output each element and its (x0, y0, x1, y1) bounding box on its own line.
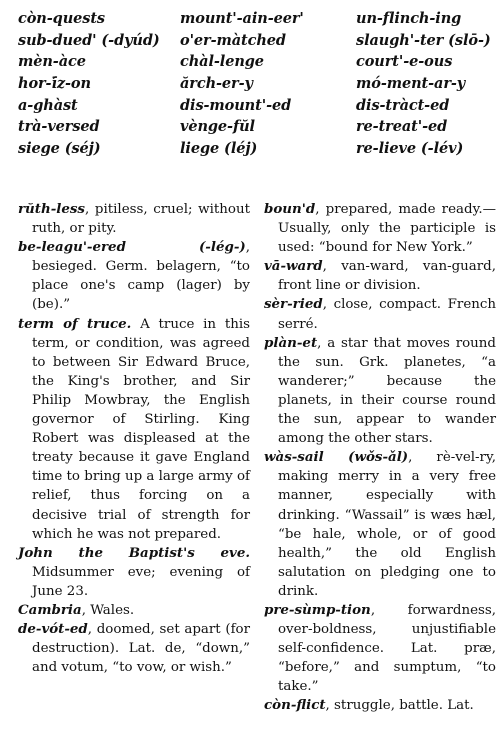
glossary-term: vā-ward (264, 258, 323, 275)
glossary-term: sèr-ried (264, 296, 323, 313)
glossary-term: wàs-sail (wǒs-ǎl) (264, 449, 409, 466)
word: re-treat'-ed (356, 118, 448, 136)
word-row (18, 138, 496, 160)
word: ărch-er-y (180, 75, 253, 93)
glossary-term: boun'd (264, 201, 316, 217)
glossary-left-column (18, 200, 250, 716)
glossary-term: Cambria (18, 601, 82, 618)
glossary-entry (18, 200, 250, 238)
glossary-definition: , doomed, set apart (for destruction). Lat. de, “down,” and votum, “to vow, or wish.” (32, 622, 250, 676)
word-row (18, 73, 496, 95)
glossary-definition: , pitiless, cruel; without ruth, or pity. (32, 202, 250, 237)
word-row (18, 51, 496, 73)
word: dis-mount'-ed (180, 96, 292, 114)
glossary-entry (264, 200, 496, 257)
word: sub-dued' (-dyúd) (18, 31, 160, 49)
word: slaugh'-ter (slō-) (356, 31, 491, 49)
glossary-term: term of truce. (18, 315, 132, 332)
glossary-term: de-vót-ed (18, 621, 88, 638)
glossary-definition: , besieged. Germ. belagern, “to place one's camp (lager) by (be).” (32, 240, 250, 313)
word: trà-versed (18, 118, 100, 136)
word-list (18, 8, 496, 159)
glossary-term: rŭth-less (18, 201, 85, 217)
word: mèn-àce (18, 53, 86, 71)
word: a-ghàst (18, 96, 78, 114)
word-row (18, 8, 496, 30)
glossary-term: John the Baptist's eve. (18, 544, 250, 561)
word: mó-ment-ar-y (356, 75, 466, 93)
word-row (18, 30, 496, 52)
word: hor-ī́z-on (18, 75, 91, 93)
glossary-entry (264, 601, 496, 696)
glossary-entry (18, 238, 250, 314)
glossary-entry (18, 544, 250, 601)
glossary-right-column (264, 200, 496, 716)
glossary-entry (264, 257, 496, 295)
glossary-entry (18, 620, 250, 677)
glossary-term: còn-flict (264, 697, 326, 714)
glossary-definition: , prepared, made ready.—Usually, only the participle is used: “bound for New York.” (278, 202, 496, 256)
word: vènge-fŭl (180, 118, 255, 136)
glossary-term: pre-sùmp-tion (264, 601, 371, 618)
word: re-lieve (-lév) (356, 139, 464, 157)
word-row (18, 116, 496, 138)
glossary-definition: , struggle, battle. Lat. (325, 698, 474, 714)
glossary-definition: , close, compact. French serré. (278, 297, 496, 332)
glossary-definition: Midsummer eve; evening of June 23. (32, 564, 250, 599)
word: o'er-màtched (180, 31, 286, 49)
word: chàl-lenge (180, 53, 264, 71)
word: siege (séj) (18, 139, 101, 157)
word: mount'-ain-eer' (180, 10, 304, 28)
glossary-definition: , Wales. (81, 602, 135, 618)
glossary-entry (264, 696, 496, 715)
glossary-term: plàn-et (264, 334, 318, 351)
glossary-entry (18, 315, 250, 544)
glossary-entry (264, 295, 496, 333)
glossary-entry (18, 601, 250, 620)
glossary-definition: A truce in this term, or condition, was agreed to between Sir Edward Bruce, the King's brother, and Sir Philip Mowbray, the English governor of Stirling. King Robert was displeased at the treaty because it gave England time to bring up a large army of relief, thus forcing on a decisive trial of strength for which he was not prepared. (32, 316, 250, 542)
word-row (18, 94, 496, 116)
word: dis-tràct-ed (356, 96, 450, 114)
word: liege (léj) (180, 139, 258, 157)
glossary-entry (264, 448, 496, 601)
word: un-flinch-ing (356, 10, 462, 28)
glossary-definition: , rè-vel-ry, making merry in a very free manner, especially with drinking. “Wassail” is wæs hæl, “be hale, whole, or of good health,” the old English salutation on pledging one to drink. (278, 450, 497, 599)
glossary (18, 200, 496, 716)
glossary-term: be-leagu'-ered (-lég-) (18, 239, 246, 256)
glossary-definition: , forwardness, over-boldness, unjustifiable self-confidence. Lat. præ, “before,” and sumptum, “to take.” (278, 602, 496, 695)
glossary-definition: , van-ward, van-guard, front line or division. (278, 259, 496, 294)
word: còn-quests (18, 10, 105, 28)
glossary-definition: , a star that moves round the sun. Grk. planetes, “a wanderer;” because the planets, in their course round the sun, appear to wander among the other stars. (278, 335, 496, 447)
word: court'-e-ous (356, 53, 453, 71)
glossary-entry (264, 334, 496, 449)
